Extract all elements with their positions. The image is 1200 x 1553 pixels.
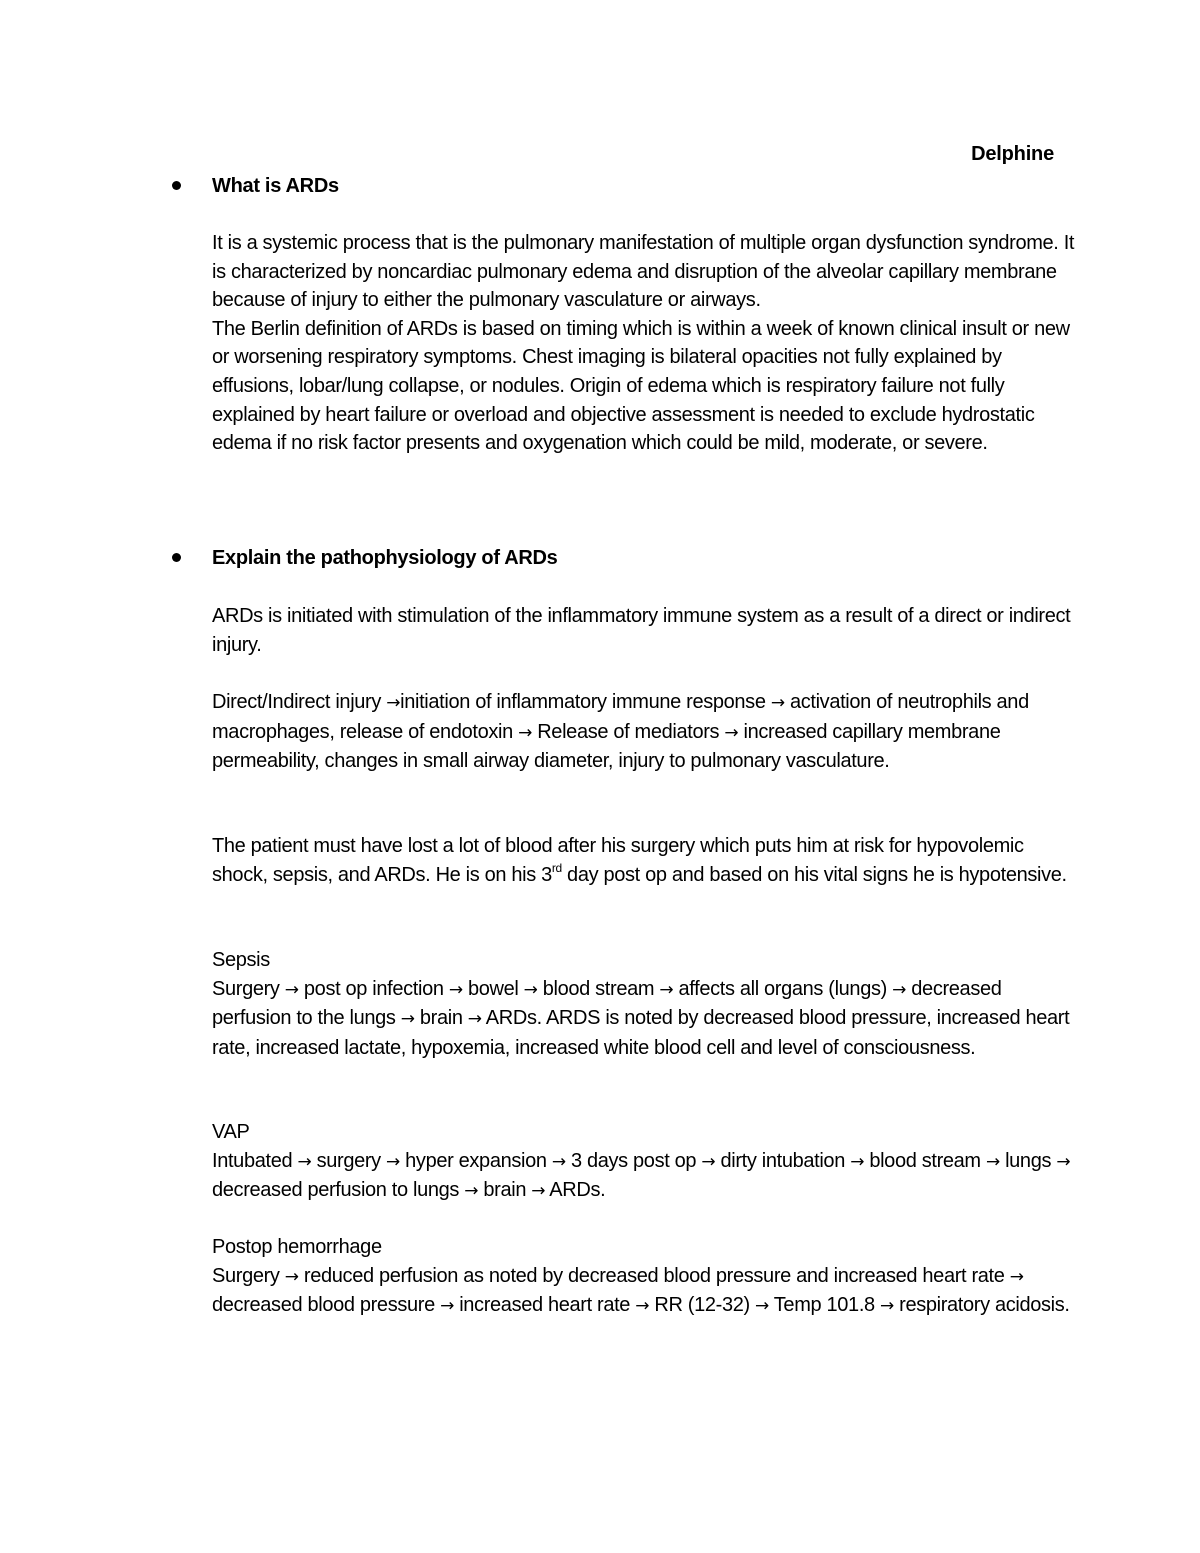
chain-step: decreased perfusion to the lungs [212,977,1002,1030]
chain-step: Surgery [212,1264,285,1287]
vap-chain [212,1147,1082,1206]
chain-step: increased heart rate [453,1294,636,1317]
patient-block [212,832,1082,889]
chain-step: brain [414,1007,468,1030]
chain-step: decreased blood pressure [212,1294,441,1317]
chain-step: brain [478,1179,532,1202]
definition-block [212,229,1082,458]
arrow-icon: → [440,1296,454,1317]
arrow-icon: → [386,693,401,713]
chain-step: bowel [462,977,524,1000]
author-name: Delphine [971,143,1054,165]
chain-step: lungs [999,1149,1057,1172]
arrow-icon: → [985,1151,1000,1172]
arrow-icon: → [297,1151,312,1172]
arrow-icon: → [386,1151,400,1172]
arrow-icon: → [284,1266,299,1287]
chain-step: decreased perfusion to lungs [212,1179,465,1202]
arrow-icon: → [724,722,739,743]
arrow-icon: → [518,722,532,743]
arrow-icon: → [892,979,907,1000]
chain-step: surgery [311,1149,387,1172]
arrow-icon: → [755,1296,769,1317]
chain-step: RR (12-32) [649,1294,756,1317]
hemorrhage-chain [212,1262,1082,1321]
arrow-icon: → [400,1009,415,1030]
initiation-paragraph: ARDs is initiated with stimulation of the inflammatory immune system as a result of a direct or indirect injury. [212,605,1071,656]
berlin-definition-paragraph: The Berlin definition of ARDs is based on timing which is within a week of known clinical insult or new or worsening respiratory symptoms. Chest imaging is bilateral opacities not fully explained by effusions, lobar/lung collapse, or nodules. Origin of edema which is respiratory failure not fully explained by heart failure or overload and objective assessment is needed to exclude hydrostatic edema if no risk factor presents and oxygenation which could be mild, moderate, or severe. [212,317,1070,455]
chain-step: Surgery [212,977,285,1000]
pathophysiology-block [212,602,1082,659]
arrow-icon: → [770,693,785,713]
chain-step: ARDs. ARDS is noted by decreased blood pressure, increased heart rate, increased lactate, hypoxemia, increased white blood cell and level of consciousness. [212,1007,1070,1059]
chain-step: ARDs. [545,1179,606,1202]
chain-step: blood stream [537,977,660,1000]
arrow-icon: → [701,1151,716,1172]
sepsis-block [212,946,1082,1062]
section-heading: What is ARDs [212,175,339,197]
sepsis-title: Sepsis [212,949,270,971]
injury-chain-paragraph: Direct/Indirect injury →initiation of inflammatory immune response → activation of neutrophils and macrophages, release of endotoxin → Release of mediators → increased capillary membrane permeability, changes in small airway diameter, injury to pulmonary vasculature. [212,691,1029,773]
sepsis-chain [212,975,1082,1063]
arrow-icon: → [523,979,538,1000]
hemorrhage-block [212,1233,1082,1321]
bullet-icon [172,553,181,562]
bullet-icon [172,181,181,190]
arrow-icon: → [464,1181,479,1202]
vap-block [212,1118,1082,1206]
arrow-icon: → [531,1181,546,1202]
vap-title: VAP [212,1121,250,1143]
definition-paragraph: It is a systemic process that is the pulmonary manifestation of multiple organ dysfunction syndrome. It is characterized by noncardiac pulmonary edema and disruption of the alveolar capillary membrane because of injury to either the pulmonary vasculature or airways. [212,232,1075,312]
chain-step: respiratory acidosis. [893,1294,1070,1317]
arrow-icon: → [284,979,299,1000]
chain-step: hyper expansion [399,1149,552,1172]
arrow-icon: → [551,1151,566,1172]
arrow-icon: → [659,979,674,1000]
arrow-icon: → [448,979,463,1000]
chain-step: reduced perfusion as noted by decreased blood pressure and increased heart rate [298,1264,1010,1287]
chain-step: Temp 101.8 [768,1294,881,1317]
arrow-icon: → [880,1296,894,1317]
chain-step: post op infection [298,977,449,1000]
patient-paragraph: The patient must have lost a lot of blood after his surgery which puts him at risk for hypovolemic shock, sepsis, and ARDs. He is on his 3rd day post op and based on his vital signs he is hypotensive. [212,835,1067,886]
chain-step: Intubated [212,1149,298,1172]
chain-step: 3 days post op [565,1149,702,1172]
arrow-icon: → [1056,1151,1071,1172]
arrow-icon: → [467,1009,482,1030]
chain-step: affects all organs (lungs) [673,977,893,1000]
arrow-icon: → [635,1296,650,1317]
chain-step: dirty intubation [715,1149,851,1172]
injury-chain-block [212,688,1082,776]
hemorrhage-title: Postop hemorrhage [212,1236,382,1258]
arrow-icon: → [1009,1266,1024,1287]
section-heading: Explain the pathophysiology of ARDs [212,547,558,569]
chain-step: blood stream [864,1149,986,1172]
arrow-icon: → [850,1151,865,1172]
